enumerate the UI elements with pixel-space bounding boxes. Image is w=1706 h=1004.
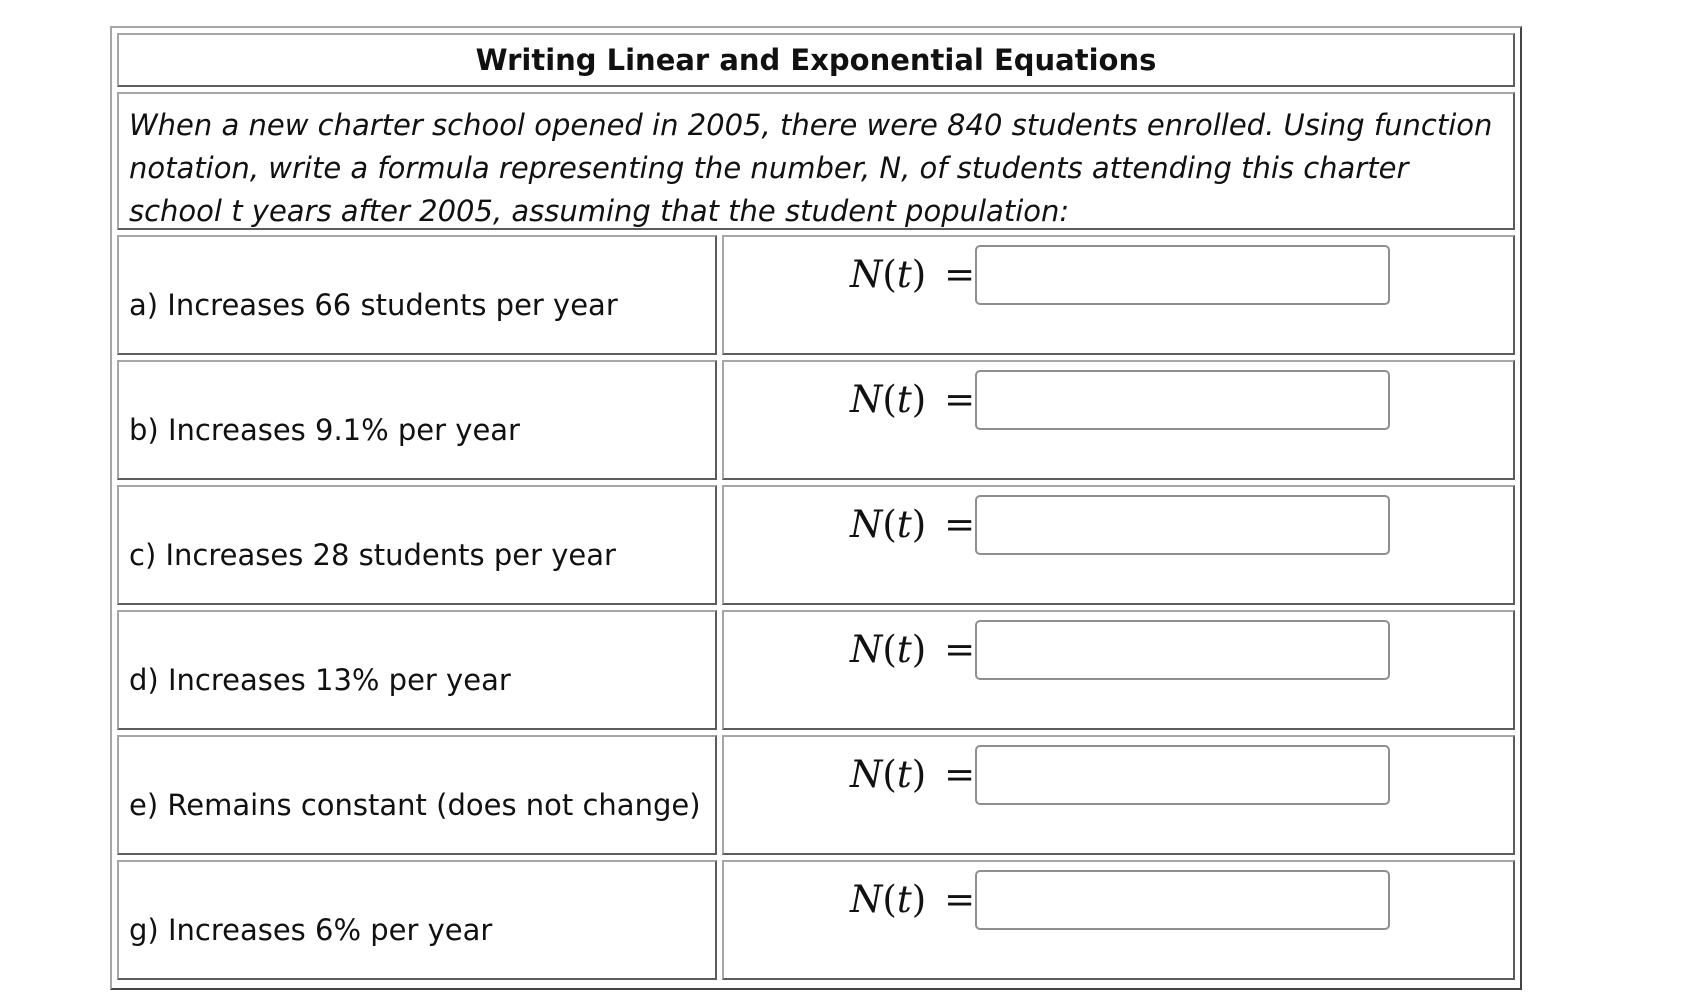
answer-input-d[interactable] (975, 620, 1390, 680)
row-input-cell-c (722, 485, 1515, 605)
problem-intro: When a new charter school opened in 2005, there were 840 students enrolled. Using function notation, write a formula representing the number, N, of students attending this charter school t years after 2005, assuming that the student population: (117, 92, 1515, 230)
row-label-e: e) Remains constant (does not change) (117, 735, 717, 855)
row-label-g: g) Increases 6% per year (117, 860, 717, 980)
row-label-a: a) Increases 66 students per year (117, 235, 717, 355)
row-input-cell-a (722, 235, 1515, 355)
row-input-cell-g (722, 860, 1515, 980)
function-notation: N(t) = (850, 628, 976, 671)
function-notation: N(t) = (850, 503, 976, 546)
answer-input-g[interactable] (975, 870, 1390, 930)
problem-table (110, 26, 1522, 990)
answer-input-b[interactable] (975, 370, 1390, 430)
function-notation: N(t) = (850, 253, 976, 296)
answer-input-c[interactable] (975, 495, 1390, 555)
answer-input-e[interactable] (975, 745, 1390, 805)
row-label-d: d) Increases 13% per year (117, 610, 717, 730)
row-input-cell-d (722, 610, 1515, 730)
function-notation: N(t) = (850, 878, 976, 921)
row-label-b: b) Increases 9.1% per year (117, 360, 717, 480)
row-label-c: c) Increases 28 students per year (117, 485, 717, 605)
function-notation: N(t) = (850, 753, 976, 796)
problem-title: Writing Linear and Exponential Equations (117, 33, 1515, 87)
row-input-cell-b (722, 360, 1515, 480)
answer-input-a[interactable] (975, 245, 1390, 305)
function-notation: N(t) = (850, 378, 976, 421)
row-input-cell-e (722, 735, 1515, 855)
